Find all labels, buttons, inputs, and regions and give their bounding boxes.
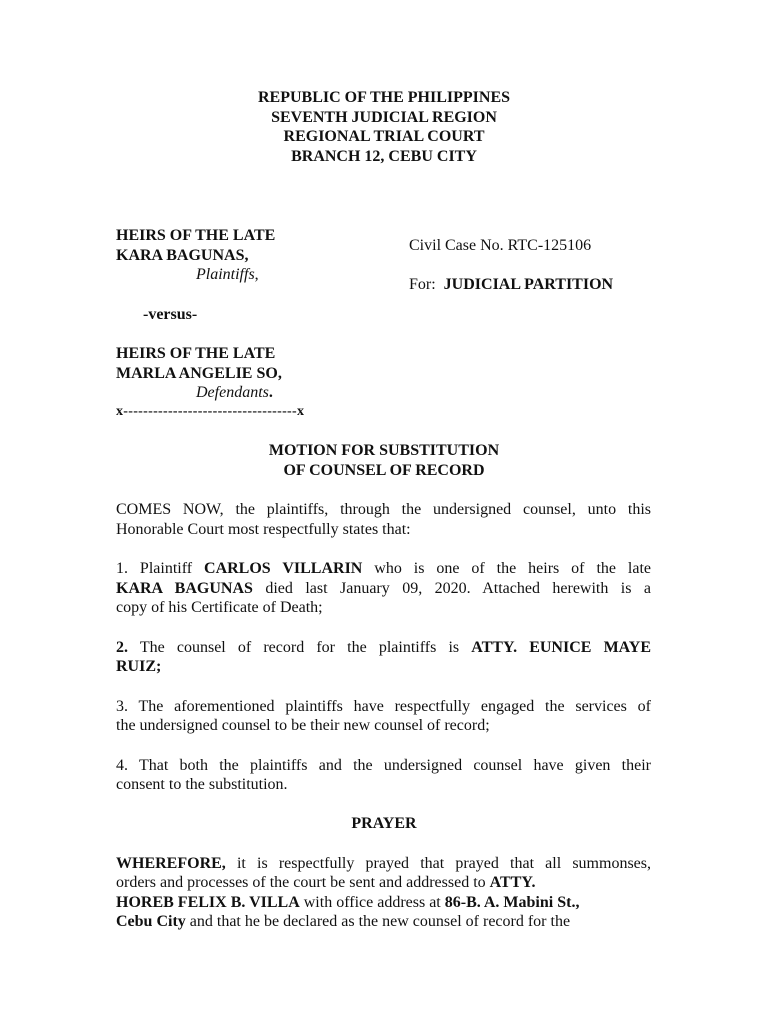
prayer-city: Cebu City	[116, 913, 186, 930]
para3-line2: the undersigned counsel to be their new counsel of record;	[116, 717, 490, 734]
header-republic: REPUBLIC OF THE PHILIPPINES	[257, 89, 511, 106]
case-nature	[409, 275, 613, 295]
intro-line2: Honorable Court most respectfully states that:	[116, 521, 411, 538]
plaintiffs-heading-line2: KARA BAGUNAS,	[116, 247, 249, 264]
caption-separator: x-----------------------------------x	[116, 404, 305, 419]
para2-text: The counsel of record for the plaintiffs is	[139, 639, 460, 656]
prayer-line1	[116, 854, 651, 874]
prayer-new-counsel: HOREB FELIX B. VILLA	[116, 894, 300, 911]
para1-decedent: KARA BAGUNAS	[116, 580, 253, 597]
header-region: SEVENTH JUDICIAL REGION	[271, 109, 497, 126]
case-nature-label: For:	[409, 276, 436, 293]
prayer-line3	[116, 893, 579, 913]
plaintiffs-role-label: Plaintiffs	[196, 266, 255, 283]
prayer-text-2: orders and processes of the court be sent and addressed to	[116, 874, 486, 891]
defendants-heading-line2: MARLA ANGELIE SO,	[116, 365, 282, 382]
defendants-role-label: Defendants	[196, 384, 269, 401]
prayer-wherefore: WHEREFORE,	[116, 855, 226, 872]
defendants-heading-line1: HEIRS OF THE LATE	[116, 345, 276, 362]
para2-attorney: ATTY. EUNICE MAYE	[471, 639, 651, 656]
para1-heir-text: who is one of the heirs of the late	[374, 560, 652, 577]
motion-title-line2: OF COUNSEL OF RECORD	[283, 462, 485, 479]
header-court: REGIONAL TRIAL COURT	[283, 128, 485, 145]
header-branch: BRANCH 12, CEBU CITY	[291, 148, 477, 165]
plaintiffs-heading-line1: HEIRS OF THE LATE	[116, 227, 276, 244]
para3-line1: 3. The aforementioned plaintiffs have respectfully engaged the services of	[116, 698, 651, 715]
case-number: Civil Case No. RTC-125106	[409, 237, 592, 254]
prayer-heading: PRAYER	[351, 815, 417, 832]
para1-name: CARLOS VILLARIN	[204, 560, 363, 577]
para1-lead: 1. Plaintiff	[116, 560, 193, 577]
plaintiffs-role	[196, 265, 259, 285]
para2-line2: RUIZ;	[116, 658, 162, 675]
prayer-text-4: and that he be declared as the new counsel of record for the	[189, 913, 571, 930]
prayer-line4	[116, 912, 570, 932]
prayer-text-1: it is respectfully prayed that prayed that all summonses,	[236, 855, 651, 872]
para2-number: 2.	[116, 639, 128, 656]
para1-line1	[116, 559, 651, 579]
plaintiffs-role-comma: ,	[254, 266, 259, 283]
para4-line1: 4. That both the plaintiffs and the undersigned counsel have given their	[116, 757, 651, 774]
prayer-atty: ATTY.	[489, 874, 536, 891]
case-nature-value: JUDICIAL PARTITION	[443, 276, 614, 293]
motion-title-line1: MOTION FOR SUBSTITUTION	[268, 442, 500, 459]
para1-death-text: died last January 09, 2020. Attached herewith is a	[265, 580, 652, 597]
defendants-role-period: .	[268, 384, 273, 401]
defendants-role	[196, 383, 273, 403]
para2-line1	[116, 638, 651, 658]
intro-line1: COMES NOW, the plaintiffs, through the undersigned counsel, unto this	[116, 501, 651, 518]
para1-line2	[116, 579, 651, 599]
prayer-text-3: with office address at	[303, 894, 441, 911]
para4-line2: consent to the substitution.	[116, 776, 288, 793]
para1-line3: copy of his Certificate of Death;	[116, 599, 323, 616]
prayer-address: 86-B. A. Mabini St.,	[444, 894, 580, 911]
versus-label: -versus-	[143, 306, 198, 323]
prayer-line2	[116, 873, 535, 893]
